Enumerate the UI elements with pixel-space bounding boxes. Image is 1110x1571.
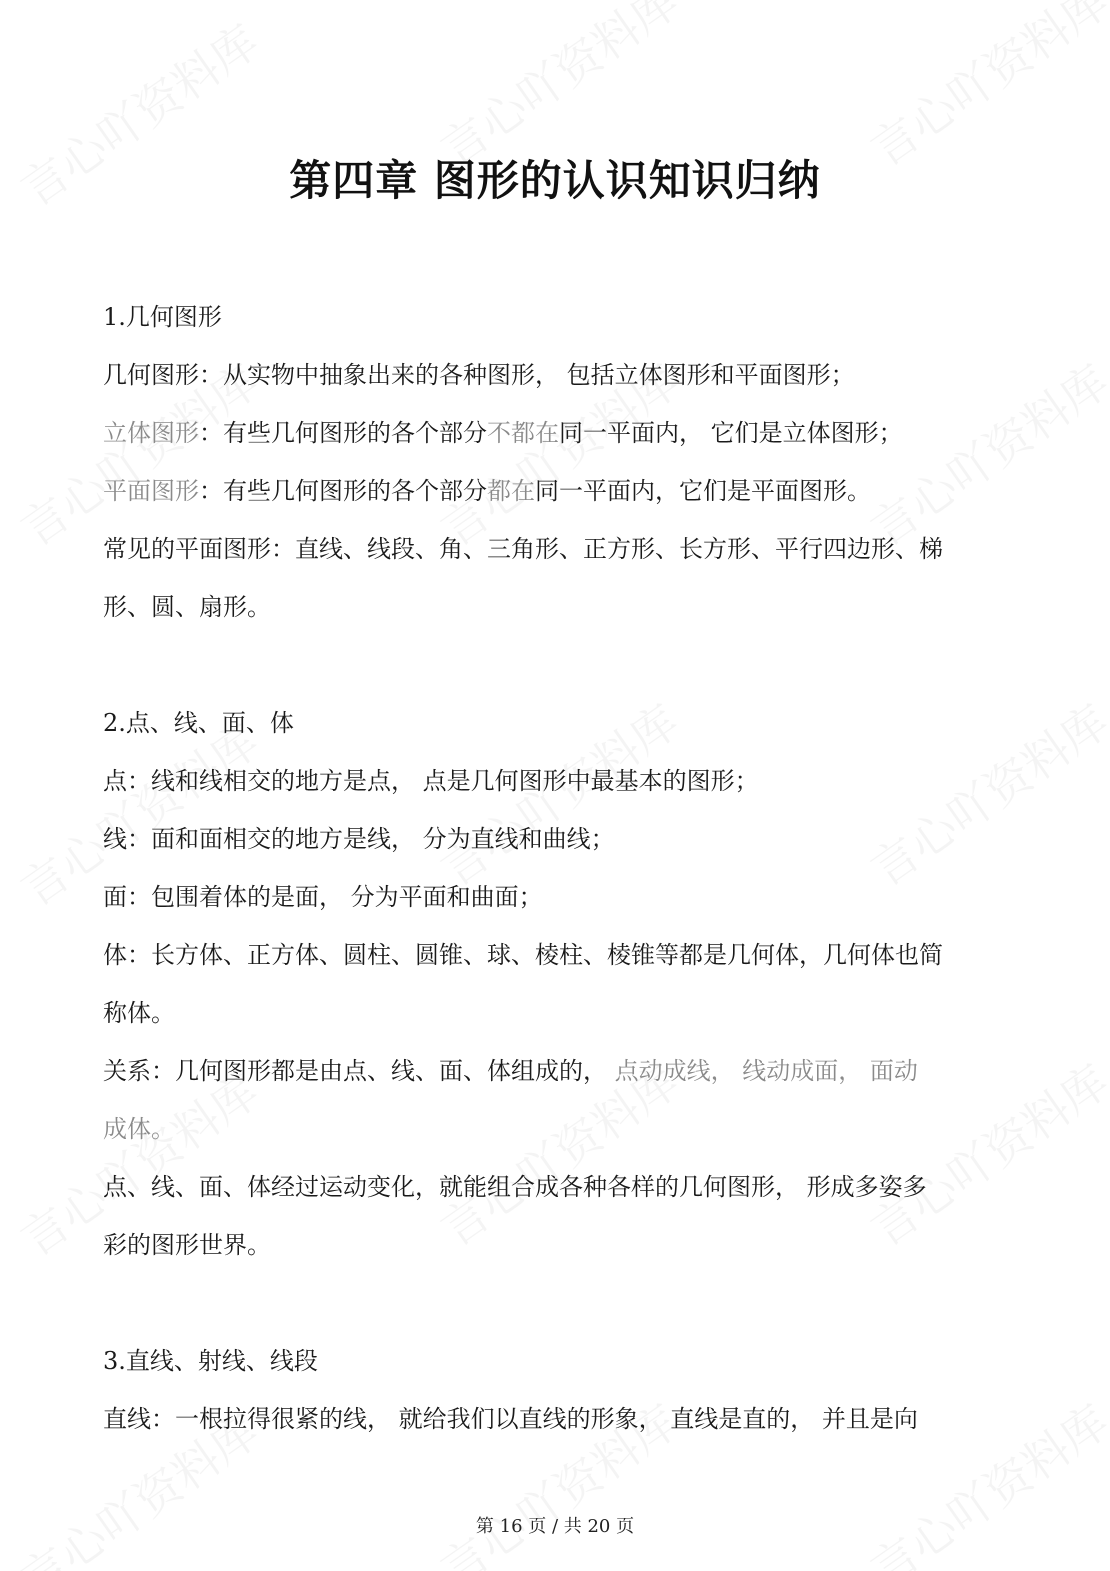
- text-fragment: 同一平面内，它们是平面图形。: [535, 477, 871, 505]
- section-spacer: [103, 636, 1013, 694]
- paragraph-common-plane-figures-line2: 形、圆、扇形。: [103, 593, 271, 621]
- paragraph-relation-line1: [103, 1042, 1013, 1100]
- section-heading-point-line-surface-solid: 2.点、线、面、体: [103, 709, 294, 737]
- paragraph-relation-line2: 成体。: [103, 1115, 175, 1143]
- text-fragment: 同一平面内， 它们是立体图形；: [559, 419, 903, 447]
- paragraph-point: 点：线和线相交的地方是点， 点是几何图形中最基本的图形；: [103, 767, 759, 795]
- section-spacer: [103, 1274, 1013, 1332]
- document-body: [103, 288, 1013, 1448]
- paragraph-surface: 面：包围着体的是面， 分为平面和曲面；: [103, 883, 543, 911]
- term-solid-figures: 立体图形: [103, 419, 199, 447]
- emphasis-motion: 点动成线， 线动成面， 面动: [607, 1057, 918, 1085]
- paragraph-straight-line: 直线：一根拉得很紧的线， 就给我们以直线的形象， 直线是直的， 并且是向: [103, 1405, 918, 1433]
- page-title: 第四章 图形的认识知识归纳: [289, 156, 821, 205]
- paragraph-geometric-figures-definition: 几何图形：从实物中抽象出来的各种图形， 包括立体图形和平面图形；: [103, 361, 855, 389]
- emphasis-all-in: 都在: [487, 477, 535, 505]
- text-fragment: ：有些几何图形的各个部分: [199, 477, 487, 505]
- paragraph-motion-line1: 点、线、面、体经过运动变化，就能组合成各种各样的几何图形， 形成多姿多: [103, 1173, 927, 1201]
- paragraph-motion-line2: 彩的图形世界。: [103, 1231, 271, 1259]
- section-heading-lines-rays-segments: 3.直线、射线、线段: [103, 1347, 318, 1375]
- text-fragment: ：有些几何图形的各个部分: [199, 419, 487, 447]
- paragraph-solid-line1: 体：长方体、正方体、圆柱、圆锥、球、棱柱、棱锥等都是几何体，几何体也简: [103, 941, 943, 969]
- paragraph-solid-line2: 称体。: [103, 999, 175, 1027]
- paragraph-plane-figures: [103, 462, 1013, 520]
- paragraph-line: 线：面和面相交的地方是线， 分为直线和曲线；: [103, 825, 615, 853]
- text-fragment: 关系：几何图形都是由点、线、面、体组成的，: [103, 1057, 607, 1085]
- page-footer: 第 16 页 / 共 20 页: [475, 1516, 635, 1537]
- paragraph-solid-figures: [103, 404, 1013, 462]
- section-heading-geometric-figures: 1.几何图形: [103, 303, 222, 331]
- paragraph-common-plane-figures-line1: 常见的平面图形：直线、线段、角、三角形、正方形、长方形、平行四边形、梯: [103, 535, 943, 563]
- emphasis-not-all-in: 不都在: [487, 419, 559, 447]
- term-plane-figures: 平面图形: [103, 477, 199, 505]
